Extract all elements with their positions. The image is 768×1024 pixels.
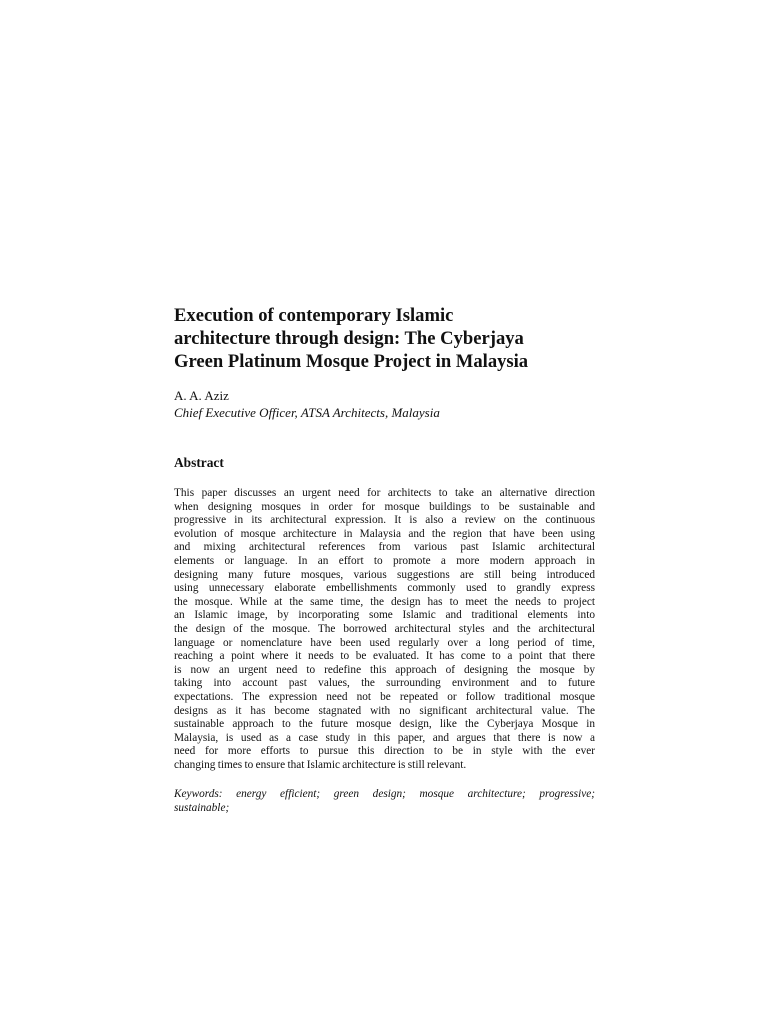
abstract-line: need for more efforts to pursue this direction to be in style with the ever: [174, 745, 595, 758]
title-line: Green Platinum Mosque Project in Malaysia: [174, 351, 529, 372]
abstract-line: elements or language. In an effort to promote a more modern approach in: [174, 554, 595, 567]
keywords-line: sustainable;: [174, 802, 230, 815]
abstract-line: expectations. The expression need not be repeated or follow traditional mosque: [174, 690, 595, 703]
abstract-line: changing times to ensure that Islamic architecture is still relevant.: [174, 758, 467, 771]
author-affiliation: Chief Executive Officer, ATSA Architects, Malaysia: [174, 405, 440, 420]
title-line: architecture through design: The Cyberjaya: [174, 328, 524, 349]
keywords: [174, 788, 595, 815]
abstract-line: designing many future mosques, various suggestions are still being introduced: [174, 568, 595, 581]
abstract-line: language or nomenclature have been used regularly over a long period of time,: [174, 636, 595, 649]
abstract-line: sustainable approach to the future mosque design, like the Cyberjaya Mosque in: [174, 718, 595, 731]
paper-content: [174, 304, 595, 816]
keywords-line: Keywords: energy efficient; green design; mosque architecture; progressive;: [174, 788, 595, 801]
abstract-line: the mosque. While at the same time, the design has to meet the needs to project: [174, 595, 595, 608]
abstract-line: This paper discusses an urgent need for architects to take an alternative direction: [174, 487, 595, 499]
abstract-line: evolution of mosque architecture in Malaysia and the region that have been using: [174, 527, 595, 540]
abstract-line: the design of the mosque. The borrowed architectural styles and the architectural: [174, 622, 595, 635]
abstract-line: progressive in its architectural expression. It is also a review on the continuous: [174, 514, 595, 527]
abstract-body: [174, 487, 595, 772]
abstract-line: and mixing architectural references from various past Islamic architectural: [174, 541, 595, 554]
abstract-line: reaching a point where it needs to be evaluated. It has come to a point that there: [174, 650, 595, 663]
author-name: A. A. Aziz: [174, 388, 229, 403]
title-line: Execution of contemporary Islamic: [174, 305, 454, 326]
abstract-line: taking into account past values, the surrounding environment and to future: [174, 677, 595, 690]
abstract-line: using unnecessary elaborate embellishments commonly used to grandly express: [174, 582, 595, 595]
abstract-line: designs as it has become stagnated with no significant architectural value. The: [174, 704, 595, 717]
abstract-line: Malaysia, is used as a case study in this paper, and argues that there is now a: [174, 731, 595, 744]
abstract-line: an Islamic image, by incorporating some Islamic and traditional elements into: [174, 609, 595, 622]
paper-title: [174, 304, 595, 373]
abstract-heading: Abstract: [174, 455, 224, 470]
abstract-line: when designing mosques in order for mosque buildings to be sustainable and: [174, 500, 595, 513]
abstract-line: is now an urgent need to redefine this approach of designing the mosque by: [174, 663, 595, 676]
